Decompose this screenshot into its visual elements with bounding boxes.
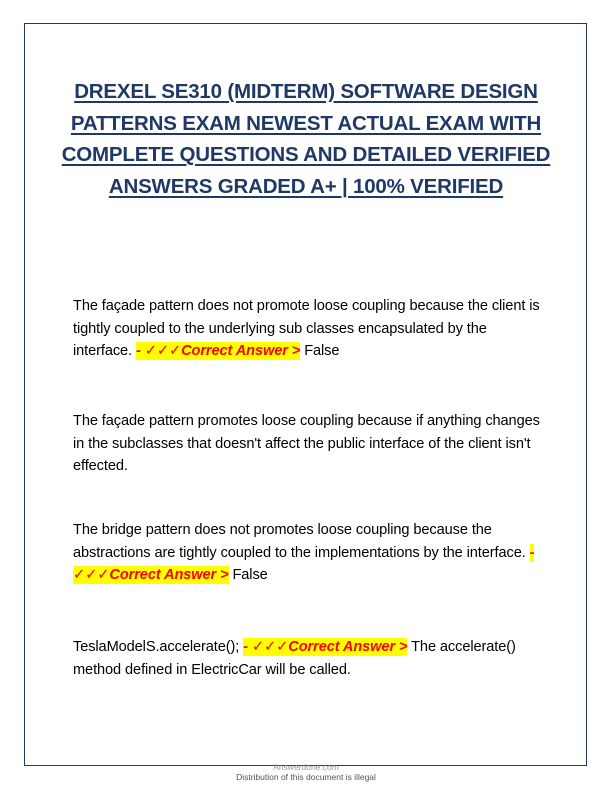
document-title: DREXEL SE310 (MIDTERM) SOFTWARE DESIGN PATTERNS EXAM NEWEST ACTUAL EXAM WITH COMPLETE QUESTIONS AND DETAILED VERIFIED ANSWERS GRADED A+ | 100% VERIFIED [61,80,551,198]
correct-answer-marker: - ✓✓✓Correct Answer > [73,544,535,583]
question-text: The façade pattern does not promote loose coupling because the client is tightly coupled to the underlying sub classes encapsulated by the interface. [73,298,540,359]
watermark: Answerdone.com [273,762,339,772]
question-text: The bridge pattern does not promotes loose coupling because the abstractions are tightly coupled to the implementations by the interface. [73,522,526,561]
question-text: The façade pattern promotes loose coupling because if anything changes in the subclasses that doesn't affect the public interface of the client isn't effected. [73,413,540,474]
answer-text: The accelerate() method defined in ElectricCar will be called. [73,639,516,678]
question-text: TeslaModelS.accelerate(); [73,639,240,655]
correct-answer-marker: - ✓✓✓Correct Answer > [136,343,301,359]
qa-item-1 [73,295,548,363]
correct-answer-marker: - ✓✓✓Correct Answer > [243,639,408,655]
distribution-notice: Distribution of this document is illegal [236,772,376,782]
answer-text: False [304,343,340,359]
qa-item-4 [73,636,548,681]
qa-item-3 [73,519,548,587]
answer-text: False [232,567,268,583]
qa-item-2 [73,410,548,478]
